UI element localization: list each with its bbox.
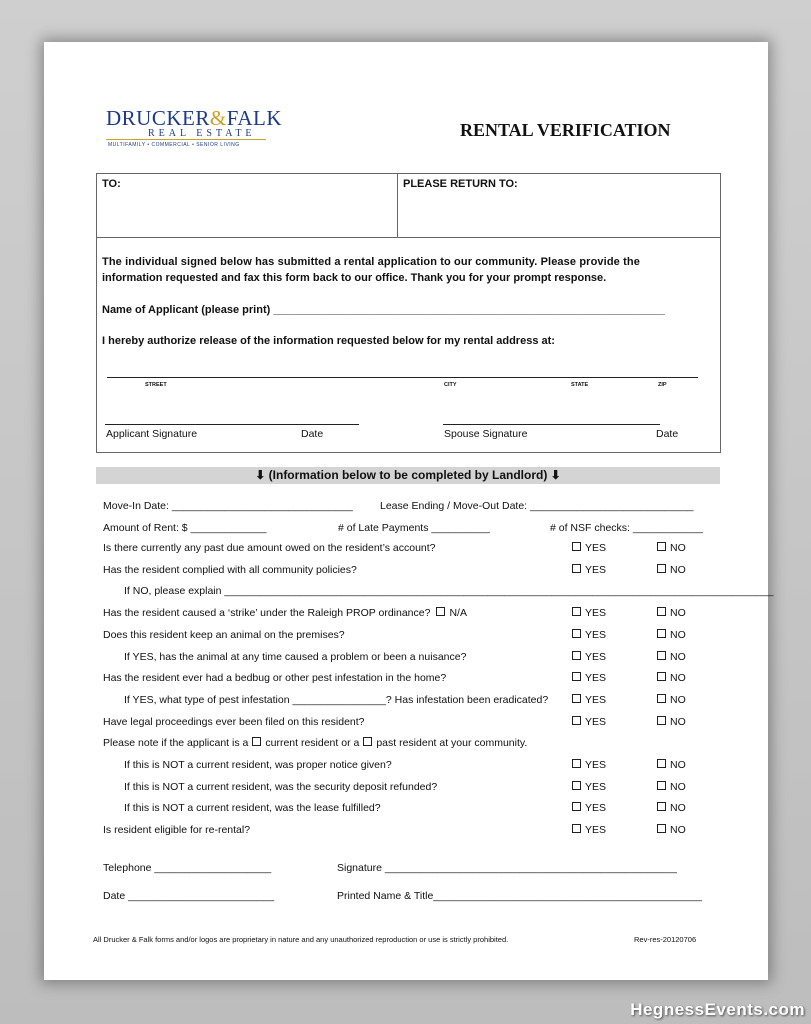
yes-option[interactable]: YES: [572, 781, 606, 793]
city-label: CITY: [444, 382, 457, 388]
no-option[interactable]: NO: [657, 802, 686, 814]
logo-divider: [106, 139, 266, 140]
no-option[interactable]: NO: [657, 542, 686, 554]
question-text: If this is NOT a current resident, was the lease fulfilled?: [124, 802, 381, 815]
to-label: TO:: [102, 178, 121, 190]
question-text[interactable]: If NO, please explain ______________________________________________________________________________________________: [124, 585, 774, 598]
yes-checkbox[interactable]: [572, 694, 581, 703]
no-option[interactable]: NO: [657, 694, 686, 706]
applicant-signature-line[interactable]: [105, 424, 359, 425]
no-option[interactable]: NO: [657, 759, 686, 771]
current-resident-checkbox[interactable]: [252, 737, 261, 746]
box-horizontal-divider: [96, 237, 720, 238]
no-option[interactable]: NO: [657, 651, 686, 663]
no-checkbox[interactable]: [657, 651, 666, 660]
yes-checkbox[interactable]: [572, 781, 581, 790]
yes-option[interactable]: YES: [572, 564, 606, 576]
no-checkbox[interactable]: [657, 781, 666, 790]
question-text: Has the resident ever had a bedbug or other pest infestation in the home?: [103, 672, 447, 685]
yes-checkbox[interactable]: [572, 651, 581, 660]
spouse-signature-label: Spouse Signature: [444, 428, 528, 440]
yes-option[interactable]: YES: [572, 824, 606, 836]
no-option[interactable]: NO: [657, 716, 686, 728]
question-text: Has the resident caused a ‘strike’ under the Raleigh PROP ordinance? N/A: [103, 607, 467, 620]
move-in-date-field[interactable]: Move-In Date: _______________________________: [103, 500, 353, 512]
no-checkbox[interactable]: [657, 607, 666, 616]
yes-option[interactable]: YES: [572, 759, 606, 771]
no-option[interactable]: NO: [657, 629, 686, 641]
street-label: STREET: [145, 382, 167, 388]
question-text: If this is NOT a current resident, was the security deposit refunded?: [124, 780, 438, 793]
yes-option[interactable]: YES: [572, 694, 606, 706]
no-option[interactable]: NO: [657, 781, 686, 793]
late-payments-field[interactable]: # of Late Payments __________: [338, 522, 490, 534]
question-text: Have legal proceedings ever been filed on this resident?: [103, 715, 365, 728]
intro-text-line2: information requested and fax this form back to our office. Thank you for your prompt response.: [102, 272, 607, 284]
yes-checkbox[interactable]: [572, 802, 581, 811]
no-option[interactable]: NO: [657, 607, 686, 619]
question-text[interactable]: If YES, what type of pest infestation ________________? Has infestation been eradicated?: [124, 693, 549, 706]
yes-option[interactable]: YES: [572, 629, 606, 641]
no-option[interactable]: NO: [657, 824, 686, 836]
rent-amount-field[interactable]: Amount of Rent: $ _____________: [103, 522, 267, 534]
watermark: HegnessEvents.com: [630, 1000, 805, 1019]
question-text: Has the resident complied with all community policies?: [103, 563, 357, 576]
yes-checkbox[interactable]: [572, 672, 581, 681]
question-text: Is there currently any past due amount owed on the resident’s account?: [103, 542, 436, 554]
company-logo: DRUCKER&FALK: [106, 106, 282, 130]
yes-checkbox[interactable]: [572, 607, 581, 616]
yes-checkbox[interactable]: [572, 824, 581, 833]
yes-option[interactable]: YES: [572, 716, 606, 728]
yes-checkbox[interactable]: [572, 716, 581, 725]
no-checkbox[interactable]: [657, 629, 666, 638]
yes-checkbox[interactable]: [572, 542, 581, 551]
question-text: Is resident eligible for re-rental?: [103, 824, 251, 837]
logo-tagline: MULTIFAMILY • COMMERCIAL • SENIOR LIVING: [108, 142, 240, 148]
question-text: Does this resident keep an animal on the premises?: [103, 628, 345, 641]
date-field[interactable]: Date _________________________: [103, 890, 275, 902]
yes-option[interactable]: YES: [572, 607, 606, 619]
no-option[interactable]: NO: [657, 564, 686, 576]
no-checkbox[interactable]: [657, 564, 666, 573]
address-line[interactable]: [107, 377, 698, 378]
box-vertical-divider: [397, 173, 398, 237]
past-resident-checkbox[interactable]: [363, 737, 372, 746]
lease-ending-field[interactable]: Lease Ending / Move-Out Date: ____________________________: [380, 500, 694, 512]
question-text: If this is NOT a current resident, was proper notice given?: [124, 759, 392, 771]
return-to-label: PLEASE RETURN TO:: [403, 178, 518, 190]
no-checkbox[interactable]: [657, 759, 666, 768]
form-title: RENTAL VERIFICATION: [460, 120, 671, 140]
printed-name-field[interactable]: Printed Name & Title______________________________________________: [337, 890, 702, 902]
yes-option[interactable]: YES: [572, 672, 606, 684]
no-checkbox[interactable]: [657, 716, 666, 725]
logo-subtitle: REAL ESTATE: [148, 128, 256, 139]
applicant-name-field[interactable]: Name of Applicant (please print) ________________________________________________________________: [102, 304, 665, 316]
form-sheet: [44, 42, 774, 980]
signature-field[interactable]: Signature __________________________________________________: [337, 862, 677, 874]
yes-option[interactable]: YES: [572, 651, 606, 663]
no-checkbox[interactable]: [657, 542, 666, 551]
yes-checkbox[interactable]: [572, 759, 581, 768]
no-checkbox[interactable]: [657, 672, 666, 681]
yes-checkbox[interactable]: [572, 629, 581, 638]
no-checkbox[interactable]: [657, 694, 666, 703]
spouse-signature-line[interactable]: [443, 424, 660, 425]
spouse-date-label: Date: [656, 428, 679, 440]
landlord-section-banner: ⬇ (Information below to be completed by Landlord) ⬇: [96, 467, 720, 484]
na-checkbox[interactable]: [436, 607, 445, 616]
prior-resident-note: Please note if the applicant is a current resident or a past resident at your community.: [103, 737, 528, 750]
nsf-checks-field[interactable]: # of NSF checks: ____________: [550, 522, 703, 534]
no-checkbox[interactable]: [657, 824, 666, 833]
zip-label: ZIP: [658, 382, 667, 388]
authorize-text: I hereby authorize release of the information requested below for my rental address at:: [102, 335, 555, 347]
yes-checkbox[interactable]: [572, 564, 581, 573]
applicant-date-label: Date: [301, 428, 324, 440]
na-label: N/A: [449, 607, 467, 620]
no-checkbox[interactable]: [657, 802, 666, 811]
revision-code: Rev-res-20120706: [634, 935, 697, 944]
state-label: STATE: [571, 382, 589, 388]
intro-text-line1: The individual signed below has submitted a rental application to our community. Please provide the: [102, 256, 640, 268]
telephone-field[interactable]: Telephone ____________________: [103, 862, 272, 874]
applicant-signature-label: Applicant Signature: [106, 428, 198, 440]
yes-option[interactable]: YES: [572, 802, 606, 814]
proprietary-notice: All Drucker & Falk forms and/or logos are proprietary in nature and any unauthorized reproduction or use is strictly prohibited.: [93, 935, 509, 944]
question-text: If YES, has the animal at any time caused a problem or been a nuisance?: [124, 650, 467, 663]
no-option[interactable]: NO: [657, 672, 686, 684]
yes-option[interactable]: YES: [572, 542, 606, 554]
